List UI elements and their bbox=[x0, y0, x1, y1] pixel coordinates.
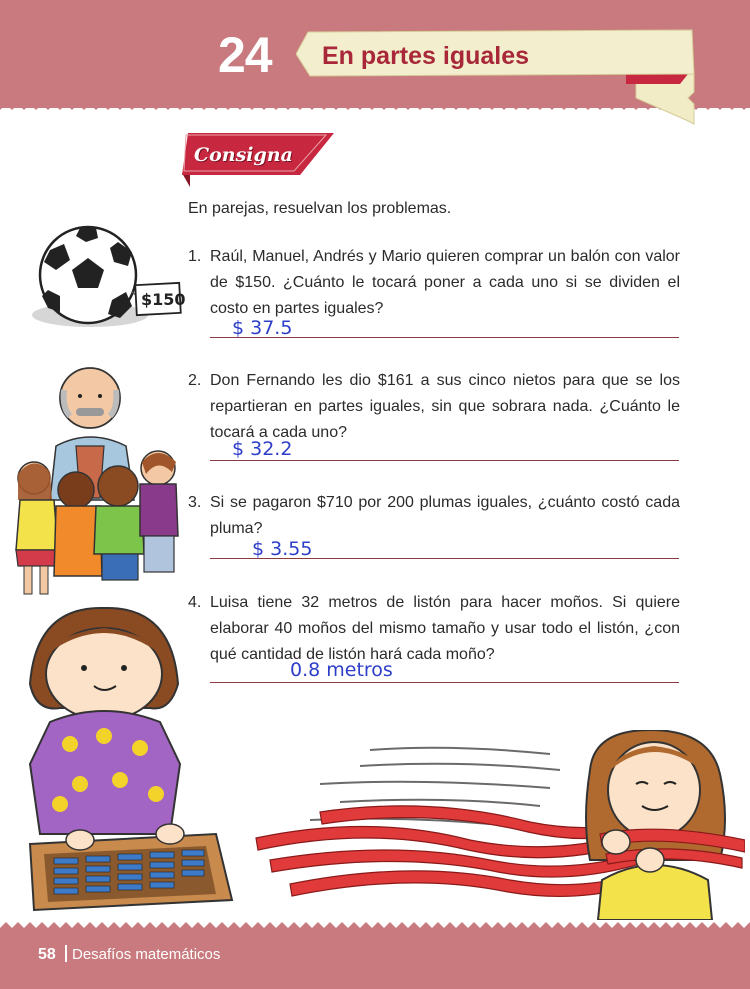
consigna-label: Consigna bbox=[194, 144, 293, 166]
problem-4-number: 4. bbox=[188, 594, 202, 611]
problem-2 bbox=[188, 368, 688, 448]
answer-2[interactable]: $ 32.2 bbox=[232, 438, 293, 460]
problem-1-number: 1. bbox=[188, 248, 202, 265]
answer-3[interactable]: $ 3.55 bbox=[252, 538, 313, 560]
page-number: 58 bbox=[38, 946, 56, 963]
problem-4-text: Luisa tiene 32 metros de listón para hacer moños. Si quiere elaborar 40 moños del mismo tamaño y usar todo el listón, ¿con qué cantidad de listón hará cada moño? bbox=[210, 594, 680, 663]
girl-with-ribbon-illustration bbox=[250, 730, 745, 920]
answer-line-1 bbox=[210, 337, 679, 338]
answer-line-3 bbox=[210, 558, 679, 559]
problem-4 bbox=[188, 590, 688, 670]
problem-2-text: Don Fernando les dio $161 a sus cinco nietos para que se los repartieran en partes iguales, sin que sobrara nada. ¿Cuánto le tocará a cada uno? bbox=[210, 372, 680, 441]
lesson-title: En partes iguales bbox=[322, 42, 530, 70]
answer-line-2 bbox=[210, 460, 679, 461]
grandfather-grandchildren-illustration bbox=[10, 350, 185, 600]
book-title: Desafíos matemáticos bbox=[72, 946, 221, 963]
lesson-number: 24 bbox=[218, 27, 272, 83]
problem-3 bbox=[188, 490, 688, 544]
girl-with-pens-illustration bbox=[20, 604, 240, 920]
answer-4[interactable]: 0.8 metros bbox=[290, 659, 393, 681]
soccer-ball-illustration bbox=[20, 220, 190, 332]
problem-2-number: 2. bbox=[188, 372, 202, 389]
answer-1[interactable]: $ 37.5 bbox=[232, 317, 293, 339]
problem-1-text: Raúl, Manuel, Andrés y Mario quieren comprar un balón con valor de $150. ¿Cuánto le tocará poner a cada uno si se dividen el costo en partes iguales? bbox=[210, 248, 680, 317]
problem-1 bbox=[188, 244, 688, 324]
problem-3-text: Si se pagaron $710 por 200 plumas iguales, ¿cuánto costó cada pluma? bbox=[210, 494, 680, 537]
price-tag-text: $150 bbox=[141, 290, 186, 309]
problem-3-number: 3. bbox=[188, 494, 202, 511]
answer-line-4 bbox=[210, 682, 679, 683]
instruction-text: En parejas, resuelvan los problemas. bbox=[188, 200, 452, 217]
footer-separator bbox=[65, 945, 67, 962]
